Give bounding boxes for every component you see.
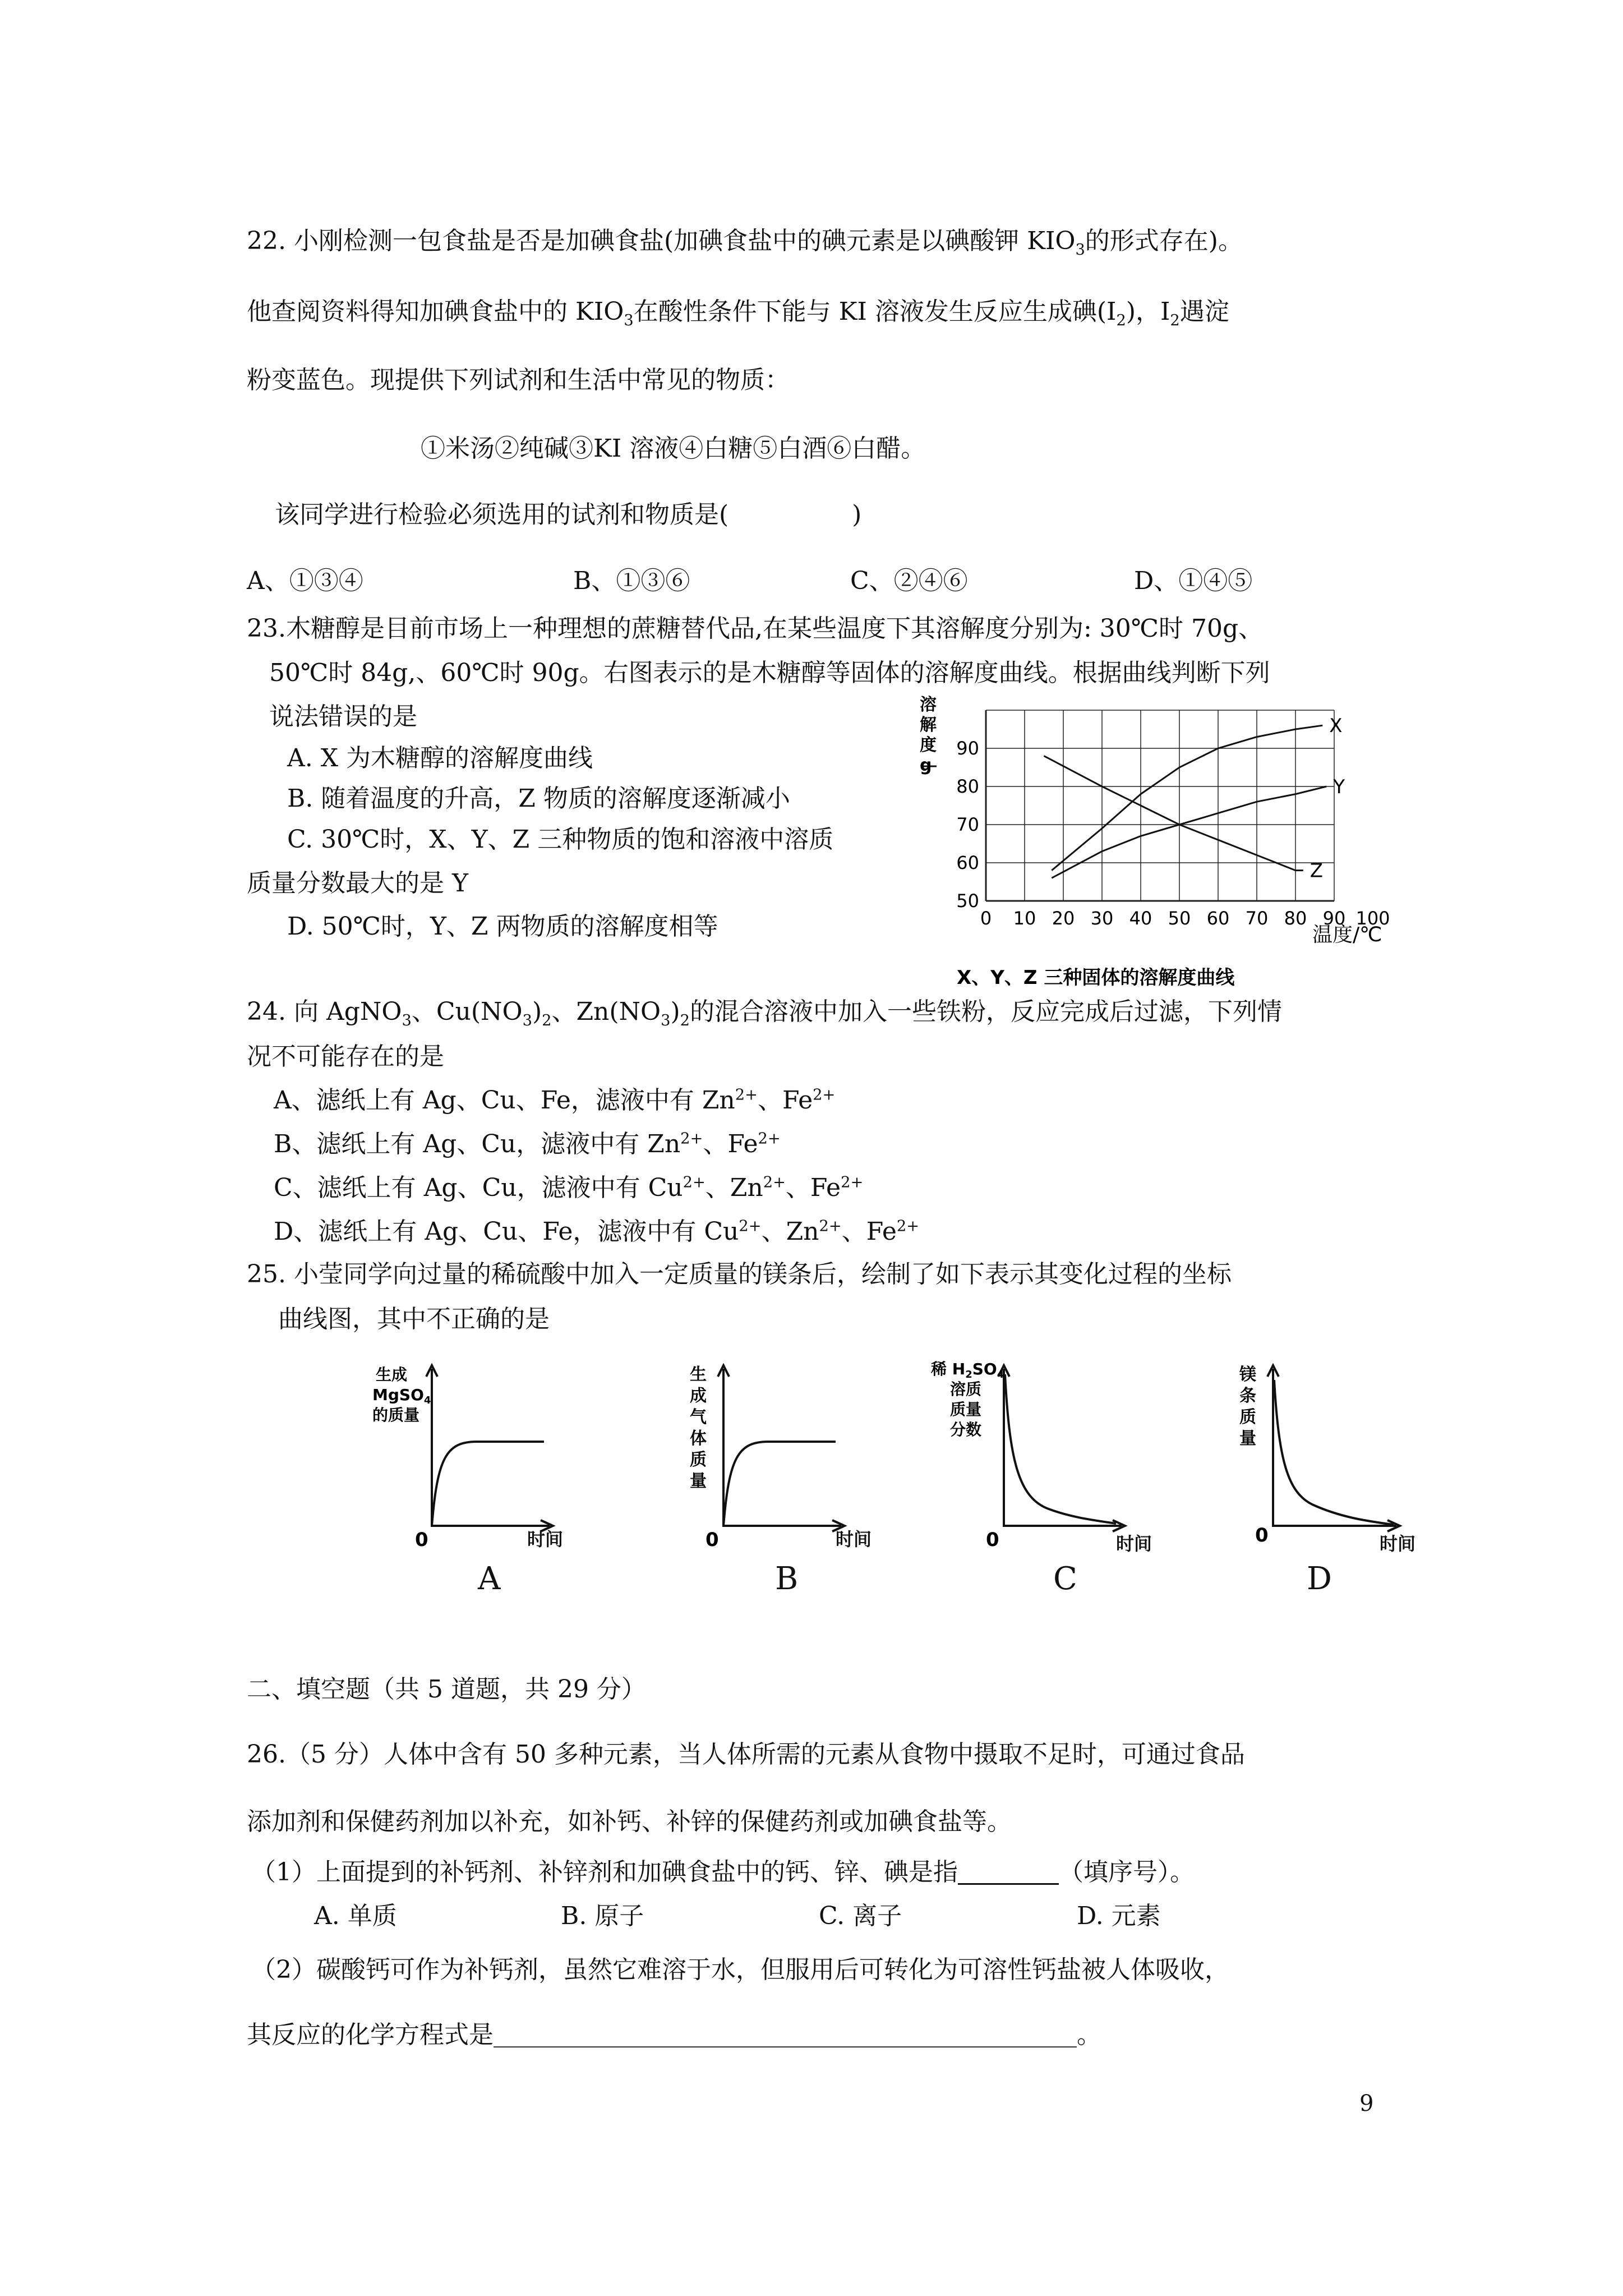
y-tick-label: 50 [956, 890, 979, 912]
graph-b-origin: 0 [706, 1529, 719, 1548]
graph-a-ylabel-1: 生成 [376, 1365, 408, 1384]
graph-a-curve [432, 1442, 544, 1526]
q23-option-a: A. X 为木糖醇的溶解度曲线 [287, 744, 593, 772]
series-y-label: Y [1333, 776, 1345, 798]
ylabel-char: 气 [690, 1407, 707, 1427]
graph-b-axis-lines [723, 1369, 841, 1526]
q22-ask: 该同学进行检验必须选用的试剂和物质是( ) [275, 500, 862, 529]
x-tick-label: 100 [1355, 908, 1390, 929]
chart-title: X、Y、Z 三种固体的溶解度曲线 [957, 967, 1235, 989]
page-number: 9 [1359, 2091, 1374, 2116]
x-tick-label: 20 [1052, 908, 1075, 929]
graph-a-axes [426, 1365, 553, 1531]
graph-a-origin: 0 [415, 1529, 428, 1548]
q23-line3: 说法错误的是 [269, 702, 417, 731]
q22-option-b: B、①③⑥ [573, 567, 690, 595]
ylabel-char: 条 [1239, 1386, 1256, 1406]
x-tick-label: 50 [1168, 908, 1191, 929]
graph-a [370, 1358, 572, 1548]
graph-a-ylabel-3: 的质量 [372, 1406, 420, 1424]
series-y-line [1052, 786, 1326, 878]
series-z-label: Z [1310, 859, 1324, 882]
graph-c-axes [998, 1365, 1125, 1531]
chart-grid [986, 710, 1334, 901]
graph-b-curve [723, 1442, 836, 1526]
ylabel-char: 成 [690, 1386, 707, 1406]
q23-option-c2: 质量分数最大的是 Y [247, 869, 469, 898]
graph-c-xlabel: 时间 [1116, 1533, 1152, 1554]
graph-a-letter: A [478, 1561, 501, 1597]
q26-line1: 26.（5 分）人体中含有 50 多种元素，当人体所需的元素从食物中摄取不足时，可通过食品 [247, 1740, 1245, 1769]
x-tick-label: 80 [1284, 908, 1307, 929]
graph-c-ylabel-2: 溶质 [950, 1380, 982, 1398]
chart-series [1044, 715, 1345, 882]
series-x-line [1052, 725, 1322, 870]
graph-c-origin: 0 [986, 1529, 999, 1548]
q22-line3: 粉变蓝色。现提供下列试剂和生活中常见的物质： [247, 366, 790, 394]
graph-d-letter: D [1307, 1561, 1332, 1597]
q24-option-d: D、滤纸上有 Ag、Cu、Fe，滤液中有 $Cu^{2+}$、$Zn^{2+}$、$Fe^{2+}$ [274, 1217, 920, 1246]
q25-line1: 25. 小莹同学向过量的稀硫酸中加入一定质量的镁条后，绘制了如下表示其变化过程的坐标 [247, 1260, 1232, 1289]
graph-a-xlabel: 时间 [527, 1529, 564, 1550]
graph-b-ylabel [690, 1365, 707, 1491]
section-2-heading: 二、填空题（共 5 道题，共 29 分） [247, 1675, 646, 1704]
q26-option-c: C. 离子 [819, 1902, 902, 1930]
q22-option-a: A、①③④ [247, 567, 363, 595]
graph-d-axes [1267, 1365, 1400, 1531]
graph-c-axis-lines [1004, 1369, 1122, 1526]
y-tick-label: 60 [956, 852, 979, 873]
chart-x-label: 温度/℃ [1312, 923, 1382, 946]
ylabel-char: 体 [690, 1429, 707, 1448]
graph-d [1211, 1358, 1413, 1548]
x-tick-label: 60 [1206, 908, 1230, 929]
q26-part1: （1）上面提到的补钙剂、补锌剂和加碘食盐中的钙、锌、碘是指 （填序号）。 [251, 1858, 1195, 1887]
series-z-line [1044, 756, 1303, 871]
ylabel-char: 镁 [1239, 1365, 1256, 1384]
q24-option-a: A、滤纸上有 Ag、Cu、Fe，滤液中有 $Zn^{2+}$、$Fe^{2+}$ [274, 1086, 836, 1115]
graph-c-letter: C [1053, 1561, 1077, 1597]
q26-part2: （2）碳酸钙可作为补钙剂，虽然它难溶于水，但服用后可转化为可溶性钙盐被人体吸收， [251, 1955, 1229, 1984]
q23-option-b: B. 随着温度的升高，Z 物质的溶解度逐渐减小 [287, 784, 790, 813]
q24-line2: 况不可能存在的是 [247, 1042, 444, 1071]
y-tick-label: 80 [956, 776, 979, 797]
graph-b [673, 1358, 875, 1548]
q22-line1: 22. 小刚检测一包食盐是否是加碘食盐(加碘食盐中的碘元素是以碘酸钾 $KIO_3$的形式存在)。 [247, 227, 1243, 259]
q23-option-d: D. 50℃时，Y、Z 两物质的溶解度相等 [287, 912, 718, 941]
q26-line2: 添加剂和保健药剂加以补充，如补钙、补锌的保健药剂或加碘食盐等。 [247, 1807, 1012, 1836]
ylabel-char: 质 [1239, 1407, 1256, 1427]
graph-c-curve [1005, 1374, 1116, 1524]
q26-part1-blank[interactable] [958, 1861, 1059, 1885]
q22-option-d: D、①④⑤ [1134, 567, 1253, 595]
q26-option-d: D. 元素 [1077, 1902, 1161, 1930]
graph-d-curve [1274, 1380, 1394, 1525]
series-x-label: X [1329, 715, 1343, 738]
graph-c-ylabel-4: 分数 [950, 1420, 982, 1439]
ylabel-char: 生 [690, 1365, 707, 1384]
graph-d-xlabel: 时间 [1380, 1533, 1416, 1554]
graph-d-origin: 0 [1255, 1524, 1269, 1547]
ylabel-char: 量 [1239, 1429, 1256, 1448]
graph-b-xlabel: 时间 [836, 1529, 872, 1550]
graph-d-axis-lines [1273, 1369, 1396, 1526]
y-tick-label: 70 [956, 814, 979, 835]
graph-b-axes [718, 1365, 845, 1531]
graph-a-ylabel-2: MgSO$_4$ [372, 1386, 431, 1406]
x-tick-label: 90 [1322, 908, 1346, 929]
q22-option-c: C、②④⑥ [850, 567, 968, 595]
q26-option-b: B. 原子 [561, 1902, 644, 1930]
chart-y-label: 溶解度 g [920, 695, 937, 775]
q24-option-c: C、滤纸上有 Ag、Cu，滤液中有 $Cu^{2+}$、$Zn^{2+}$、$Fe^{2+}$ [274, 1174, 864, 1202]
graph-c-ylabel-1: 稀 $H_2SO_4$ [931, 1360, 1004, 1381]
q26-option-a: A. 单质 [314, 1902, 397, 1930]
q24-line1: 24. 向 AgNO$_3$、$Cu(NO_3)_2$、$Zn(NO_3)_2$的混合溶液中加入一些铁粉，反应完成后过滤，下列情 [247, 997, 1283, 1029]
y-tick-label: 90 [956, 738, 979, 759]
q26-equation-blank[interactable] [494, 2024, 1077, 2047]
x-tick-label: 40 [1129, 908, 1152, 929]
x-tick-label: 10 [1013, 908, 1036, 929]
ylabel-char: 量 [690, 1471, 707, 1491]
q22-items: ①米汤②纯碱③KI 溶液④白糖⑤白酒⑥白醋。 [421, 434, 926, 463]
graph-c-ylabel-3: 质量 [950, 1400, 982, 1419]
q24-option-b: B、滤纸上有 Ag、Cu，滤液中有 $Zn^{2+}$、$Fe^{2+}$ [274, 1130, 781, 1158]
q23-line1: 23.木糖醇是目前市场上一种理想的蔗糖替代品,在某些温度下其溶解度分别为: 30℃时 70g、 [247, 614, 1264, 643]
q26-part3: 其反应的化学方程式是 。 [247, 2021, 1101, 2049]
q23-line2: 50℃时 84g,、60℃时 90g。右图表示的是木糖醇等固体的溶解度曲线。根据曲线判断下列 [269, 659, 1270, 687]
graph-d-ylabel [1239, 1365, 1256, 1448]
graph-c [920, 1358, 1133, 1548]
x-tick-label: 0 [980, 908, 992, 929]
q22-line2: 他查阅资料得知加碘食盐中的 $KIO_3$在酸性条件下能与 KI 溶液发生反应生成碘$(I_2)$，$I_2$遇淀 [247, 297, 1229, 329]
ylabel-char: 质 [690, 1450, 707, 1470]
graph-b-letter: B [775, 1561, 799, 1597]
q23-option-c1: C. 30℃时，X、Y、Z 三种物质的饱和溶液中溶质 [287, 825, 834, 854]
x-tick-label: 70 [1245, 908, 1269, 929]
graph-a-axis-lines [432, 1369, 550, 1526]
x-tick-label: 30 [1090, 908, 1114, 929]
q25-line2: 曲线图，其中不正确的是 [278, 1305, 550, 1333]
solubility-chart [920, 690, 1436, 1004]
